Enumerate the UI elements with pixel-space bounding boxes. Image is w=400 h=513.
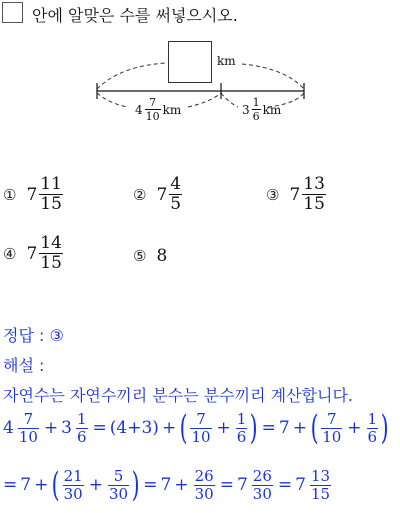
option-2[interactable]: ② 7 $\frac{4}{5}$ — [133, 174, 182, 214]
left-segment-label: 4 $\frac{7}{10}$ km — [135, 96, 182, 123]
total-dashed-arc-right — [242, 64, 304, 89]
option-5[interactable]: ⑤ 8 — [133, 246, 168, 266]
right-segment-label: 3 $\frac{1}{6}$ km — [242, 96, 282, 123]
explanation-equation-1: 4 $\frac{7}{10}$ + 3 $\frac{1}{6}$ = (4+3) + ( $\frac{7}{10}$ + $\frac{1}{6}$ ) = 7 + ( $\frac{7}{10}$ + $\frac{1}{6}$ ) — [3, 408, 389, 448]
explanation-label: 해설 : — [3, 356, 45, 375]
option-4[interactable]: ④ 7 $\frac{14}{15}$ — [3, 233, 62, 273]
right-dashed-arc — [221, 93, 238, 107]
option-3[interactable]: ③ 7 $\frac{13}{15}$ — [266, 174, 325, 214]
left-dashed-arc — [97, 93, 128, 107]
explanation-text: 자연수는 자연수끼리 분수는 분수끼리 계산합니다. — [3, 386, 354, 405]
top-unit-label: km — [217, 54, 236, 68]
explanation-equation-2: = 7 + ( $\frac{21}{30}$ + $\frac{5}{30}$ ) = 7 + $\frac{26}{30}$ = 7 $\frac{26}{30}$ = 7 $\frac{13}{15}$ — [3, 465, 331, 505]
total-dashed-arc — [97, 63, 166, 89]
answer-label: 정답 : ③ — [3, 326, 64, 345]
left-dashed-arc-right — [188, 93, 221, 107]
answer-input-box[interactable] — [168, 41, 212, 83]
option-1[interactable]: ① 7 $\frac{11}{15}$ — [3, 174, 62, 214]
answer-blank-box-icon — [2, 2, 23, 23]
question-text: 안에 알맞은 수를 써넣으시오. — [32, 6, 238, 25]
